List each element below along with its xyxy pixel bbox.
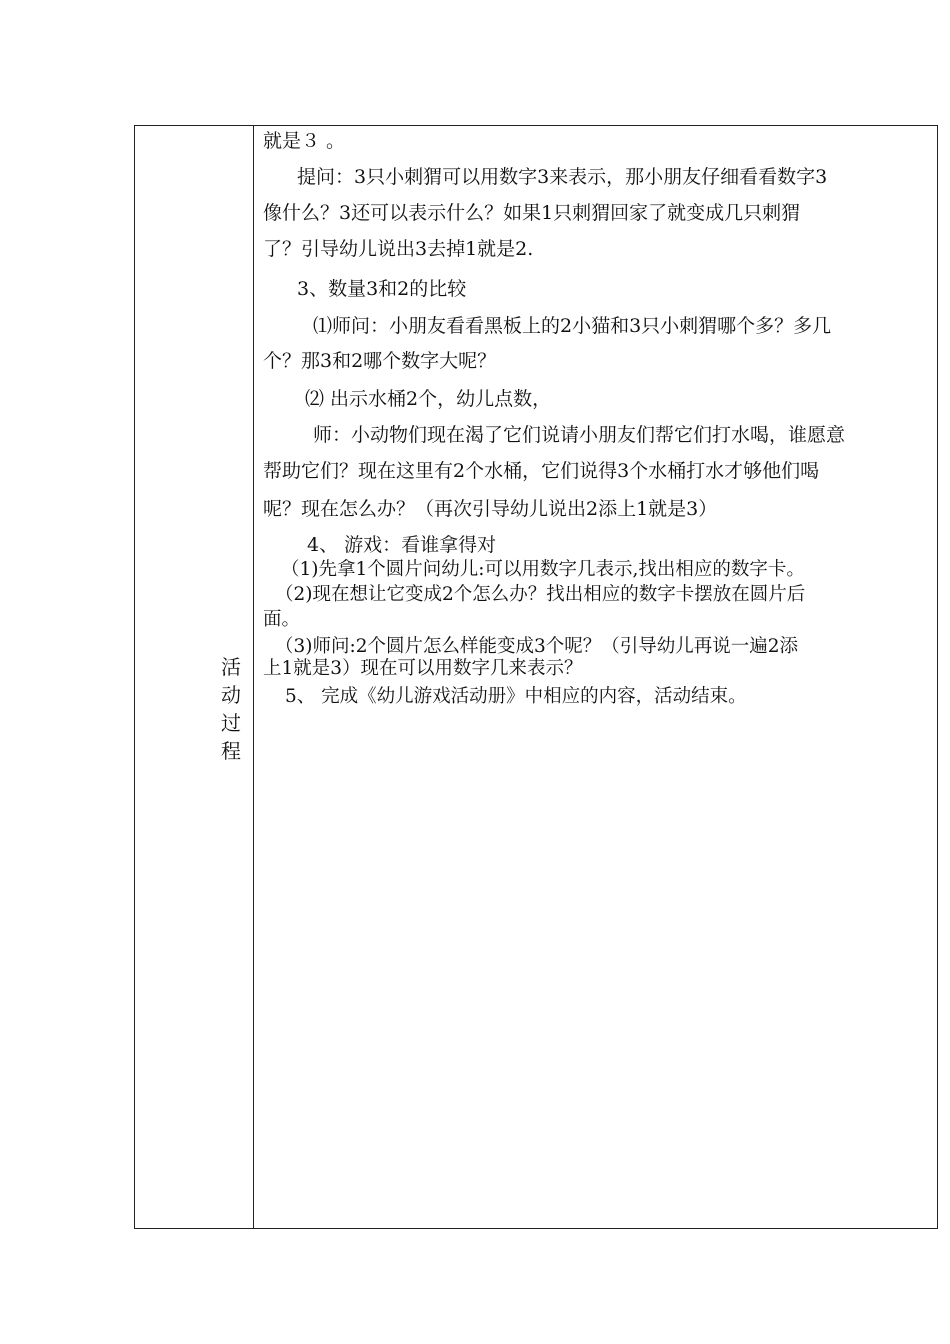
column-divider (253, 126, 254, 1228)
text-line: 帮助它们？现在这里有2个水桶，它们说得3个水桶打水才够他们喝 (263, 460, 820, 482)
text-line: （2)现在想让它变成2个怎么办？找出相应的数字卡摆放在圆片后 (275, 584, 806, 605)
text-line: ⑴师问：小朋友看看黑板上的2小猫和3只小刺猬哪个多？多几 (313, 315, 832, 337)
section-heading: 5、 完成《幼儿游戏活动册》中相应的内容，活动结束。 (285, 686, 747, 707)
lesson-table (134, 125, 938, 1229)
text-line: 了？引导幼儿说出3去掉1就是2. (263, 238, 534, 260)
text-line: 呢？现在怎么办？（再次引导幼儿说出2添上1就是3） (263, 498, 718, 520)
text-line: 上1就是3）现在可以用数字几来表示？ (263, 658, 583, 679)
label-char: 程 (221, 739, 241, 763)
text-line: 提问：3只小刺猬可以用数字3来表示，那小朋友仔细看看数字3 (297, 166, 828, 188)
label-char: 动 (221, 683, 241, 707)
label-cell (135, 126, 253, 1228)
label-char: 活 (221, 655, 241, 679)
label-char: 过 (221, 711, 241, 735)
text-line: （1)先拿1个圆片问幼儿:可以用数字几表示,找出相应的数字卡。 (281, 559, 805, 580)
text-line: 师：小动物们现在渴了它们说请小朋友们帮它们打水喝，谁愿意 (313, 424, 846, 446)
activity-process-label (219, 653, 243, 765)
text-line: 就是３ 。 (263, 130, 346, 152)
text-line: ⑵ 出示水桶2个，幼儿点数， (305, 388, 552, 410)
section-heading: 3、数量3和2的比较 (297, 278, 467, 300)
section-heading: 4、 游戏：看谁拿得对 (307, 534, 497, 556)
text-line: 个？那3和2哪个数字大呢？ (263, 350, 497, 372)
text-line: （3)师问:2个圆片怎么样能变成3个呢？（引导幼儿再说一遍2添 (275, 636, 799, 657)
text-line: 像什么？3还可以表示什么？如果1只刺猬回家了就变成几只刺猬 (263, 202, 801, 224)
text-line: 面。 (263, 609, 301, 630)
